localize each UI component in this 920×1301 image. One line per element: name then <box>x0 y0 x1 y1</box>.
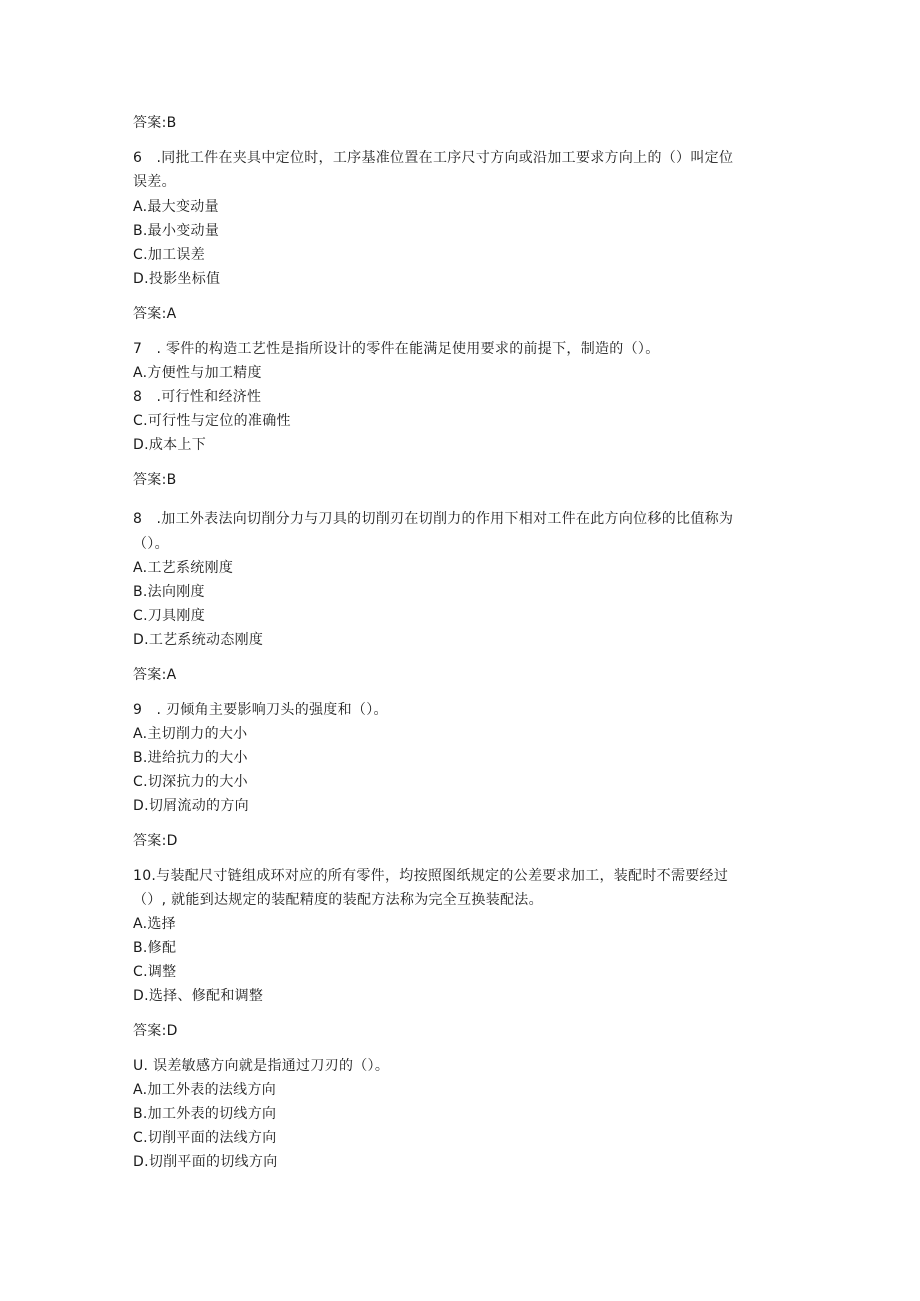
question-8-line-2: （）。 <box>133 536 169 552</box>
question-8-line-1: 8 .加工外表法向切削分力与刀具的切削刃在切削力的作用下相对工件在此方向位移的比值称为 <box>133 511 734 527</box>
option-9a: A.主切削力的大小 <box>133 726 248 742</box>
answer-8: 答案:A <box>133 667 177 683</box>
option-10b: B.修配 <box>133 940 177 956</box>
option-11a: A.加工外表的法线方向 <box>133 1082 277 1098</box>
option-11c: C.切削平面的法线方向 <box>133 1130 277 1146</box>
option-7d: D.成本上下 <box>133 437 207 453</box>
answer-7: 答案:B <box>133 472 177 488</box>
question-10-line-2: （）, 就能到达规定的装配精度的装配方法称为完全互换装配法。 <box>133 892 543 908</box>
question-6-line-1: 6 .同批工件在夹具中定位时，工序基准位置在工序尺寸方向或沿加工要求方向上的（）叫定位 <box>133 150 734 166</box>
option-11b: B.加工外表的切线方向 <box>133 1106 277 1122</box>
option-7a: A.方便性与加工精度 <box>133 365 262 381</box>
option-8a: A.工艺系统刚度 <box>133 560 234 576</box>
question-7: 7 . 零件的构造工艺性是指所设计的零件在能满足使用要求的前提下，制造的（）。 <box>133 341 660 357</box>
option-10a: A.选择 <box>133 916 176 932</box>
option-7c: C.可行性与定位的准确性 <box>133 413 291 429</box>
option-6c: C.加工误差 <box>133 247 206 263</box>
option-10d: D.选择、修配和调整 <box>133 988 264 1004</box>
option-9d: D.切屑流动的方向 <box>133 798 249 814</box>
option-11d: D.切削平面的切线方向 <box>133 1154 278 1170</box>
option-8d: D.工艺系统动态刚度 <box>133 632 264 648</box>
option-9b: B.进给抗力的大小 <box>133 750 248 766</box>
option-8b: B.法向刚度 <box>133 584 205 600</box>
answer-10: 答案:D <box>133 1023 178 1039</box>
option-7b: 8 .可行性和经济性 <box>133 389 262 405</box>
option-9c: C.切深抗力的大小 <box>133 774 248 790</box>
question-9: 9 . 刃倾角主要影响刀头的强度和（）。 <box>133 702 388 718</box>
option-6b: B.最小变动量 <box>133 223 220 239</box>
answer-9: 答案:D <box>133 833 178 849</box>
question-10-line-1: 10.与装配尺寸链组成环对应的所有零件，均按照图纸规定的公差要求加工，装配时不需要经过 <box>133 868 729 884</box>
question-6-line-2: 误差。 <box>133 174 176 190</box>
option-8c: C.刀具刚度 <box>133 608 206 624</box>
option-6d: D.投影坐标值 <box>133 271 221 287</box>
answer-5: 答案:B <box>133 115 177 131</box>
answer-6: 答案:A <box>133 306 177 322</box>
question-11: U. 误差敏感方向就是指通过刀刃的（）。 <box>133 1058 390 1074</box>
option-6a: A.最大变动量 <box>133 199 219 215</box>
option-10c: C.调整 <box>133 964 177 980</box>
